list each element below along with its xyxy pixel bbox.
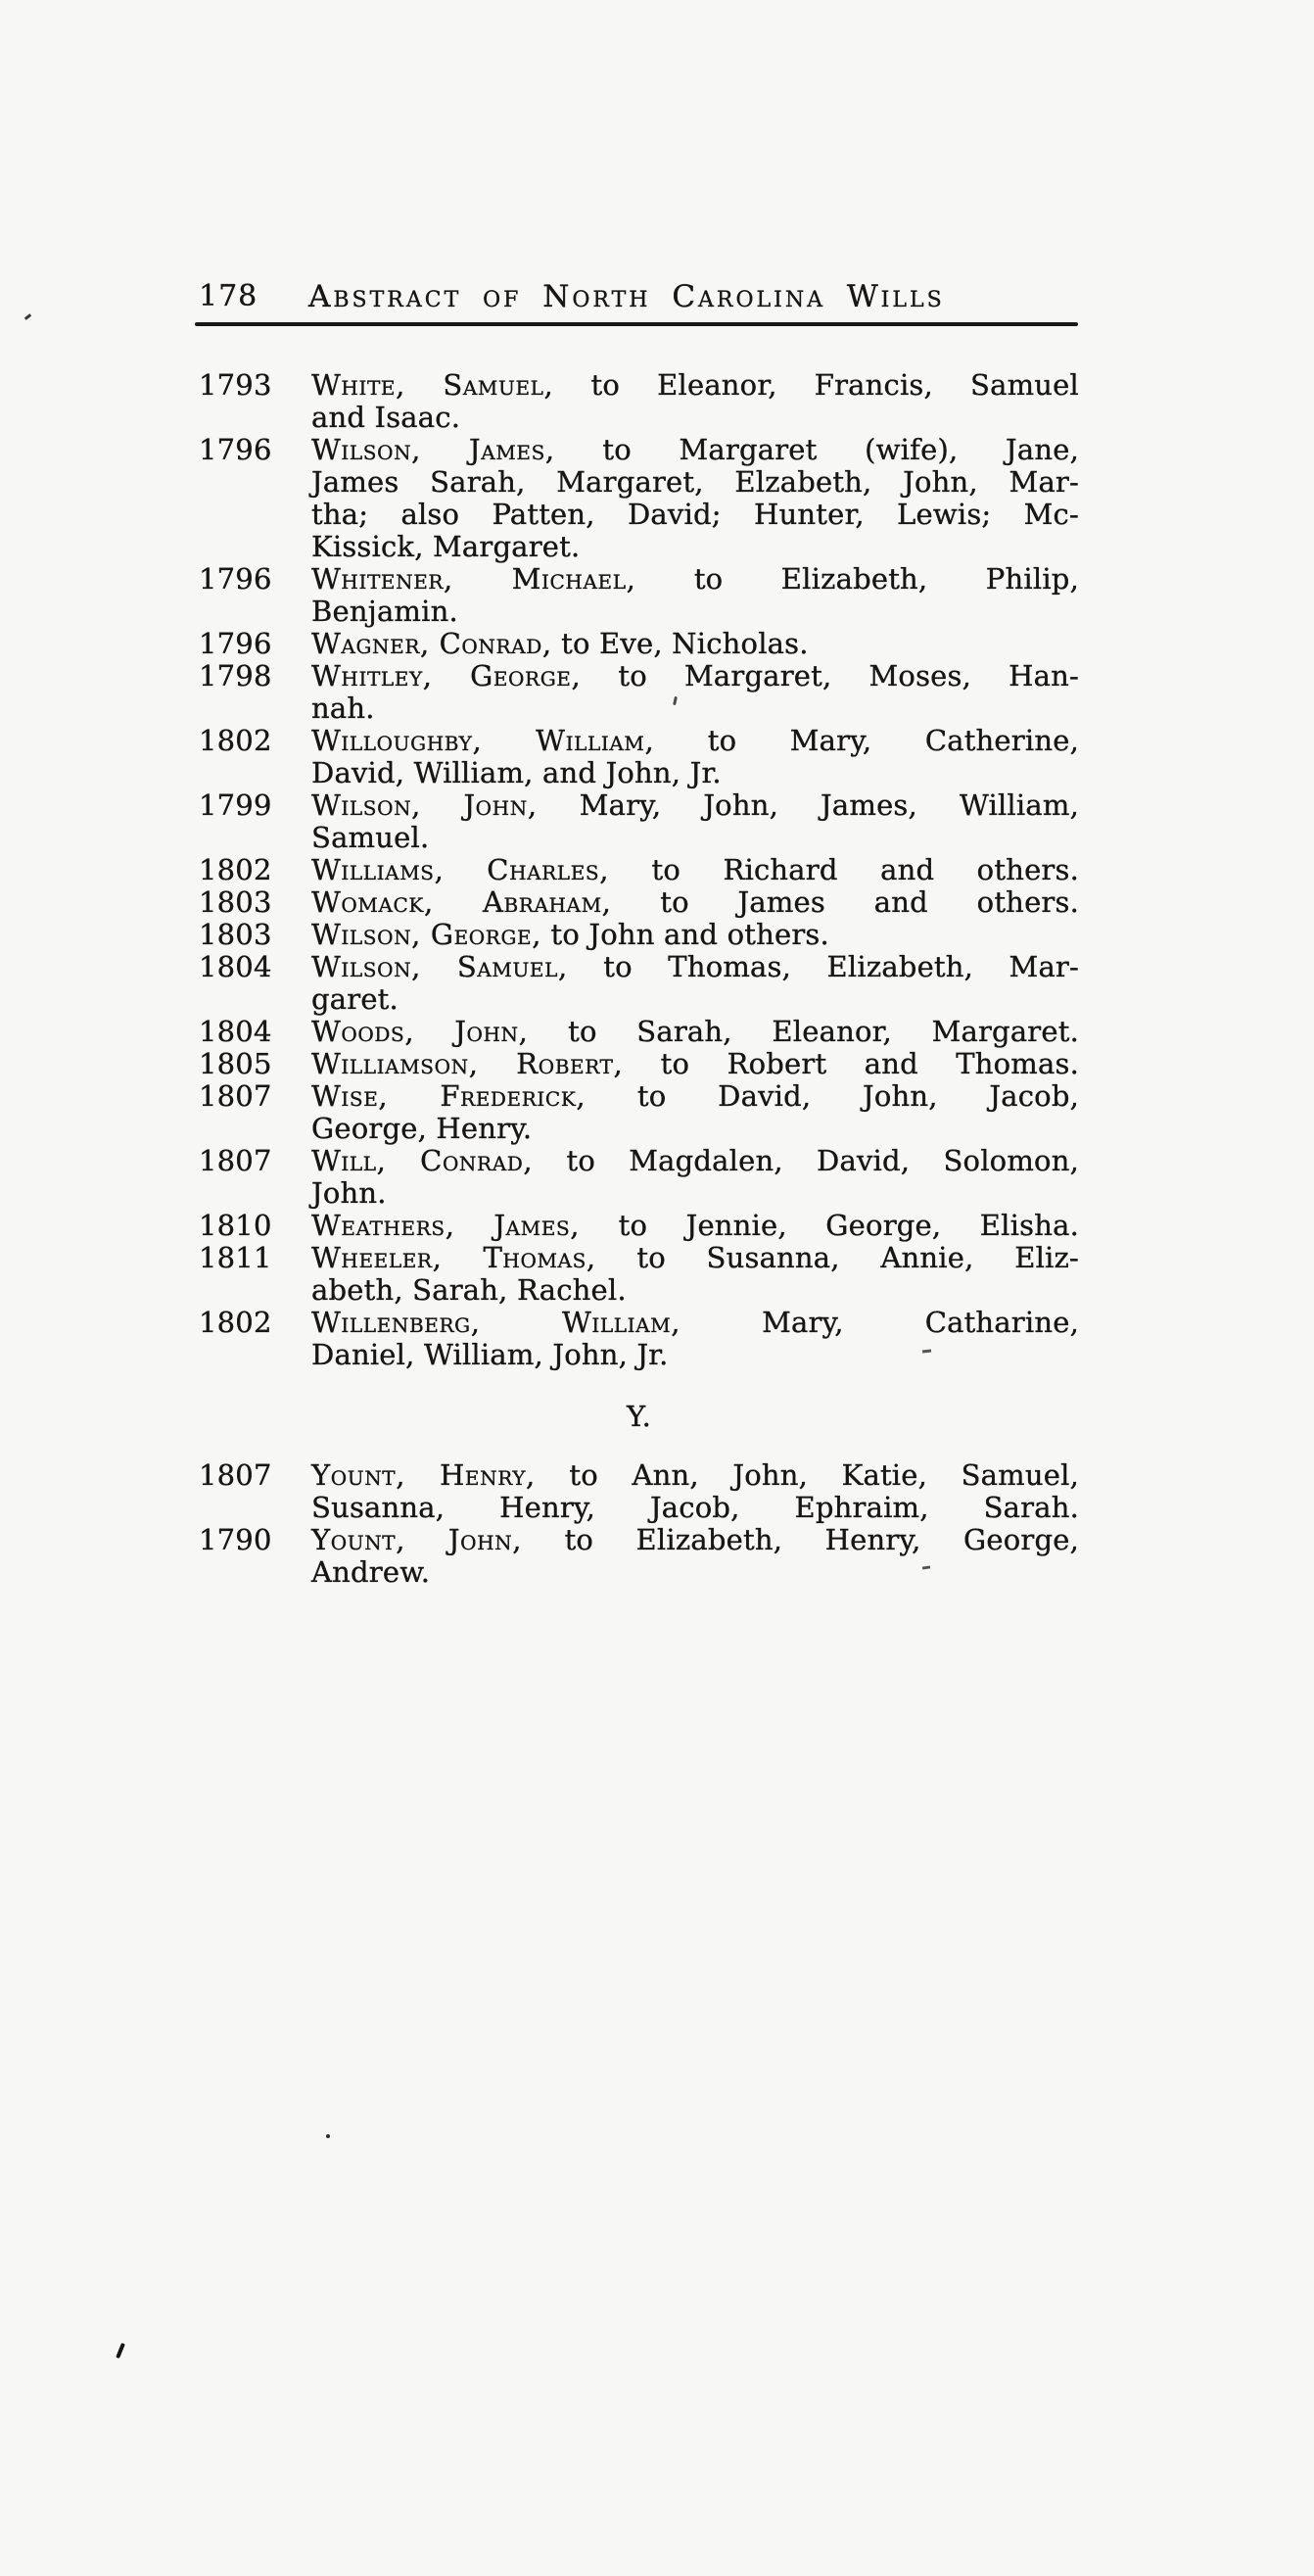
entry-name: Woods, John, (311, 1015, 529, 1048)
entry-line: David, William, and John, Jr. (311, 756, 722, 789)
entry-line: garet. (311, 982, 399, 1016)
entry-lines (311, 1080, 1079, 1145)
entry-line: John. (311, 1176, 387, 1210)
entry-lines (311, 1307, 1079, 1371)
entry-line: Williamson, Robert, to Robert and Thomas. (311, 1047, 1079, 1080)
will-entry (199, 919, 1079, 951)
entry-name: Willenberg, William, (311, 1306, 681, 1339)
entry-line: Will, Conrad, to Magdalen, David, Solomon, (311, 1144, 1079, 1177)
scan-speck (326, 2134, 330, 2138)
entry-year: 1804 (199, 950, 272, 983)
entry-year: 1793 (199, 368, 272, 402)
will-entry (199, 434, 1079, 563)
entry-lines (311, 789, 1079, 854)
entry-year: 1805 (199, 1047, 272, 1080)
entries-list (199, 369, 1079, 1589)
entry-name: Womack, Abraham, (311, 885, 612, 919)
header-rule (195, 322, 1078, 326)
entry-line: tha; also Patten, David; Hunter, Lewis; Mc- (311, 498, 1079, 531)
entry-lines (311, 1145, 1079, 1210)
entry-line: Samuel. (311, 821, 430, 854)
entry-lines (311, 1048, 1079, 1080)
entry-name: Wagner, Conrad, (311, 627, 552, 660)
entry-year: 1802 (199, 724, 272, 757)
entry-line: Williams, Charles, to Richard and others. (311, 853, 1079, 886)
entry-line: Willoughby, William, to Mary, Catherine, (311, 724, 1079, 757)
entry-line: White, Samuel, to Eleanor, Francis, Samuel (311, 368, 1080, 402)
entry-line: Wilson, James, to Margaret (wife), Jane, (311, 433, 1079, 466)
entry-name: Williamson, Robert, (311, 1047, 624, 1080)
will-entry (199, 725, 1079, 789)
entry-lines (311, 1524, 1079, 1589)
entry-lines (311, 919, 1079, 951)
entry-name: Wilson, John, (311, 788, 538, 822)
entry-year: 1803 (199, 918, 272, 951)
entry-name: Will, Conrad, (311, 1144, 534, 1177)
will-entry (199, 563, 1079, 628)
entry-name: Whitener, Michael, (311, 562, 636, 596)
entry-name: Yount, Henry, (311, 1458, 536, 1492)
scan-speck (24, 313, 31, 320)
entry-name: Williams, Charles, (311, 853, 610, 886)
entry-name: Wise, Frederick, (311, 1079, 587, 1113)
entry-name: Wilson, Samuel, (311, 950, 568, 983)
entry-line: abeth, Sarah, Rachel. (311, 1273, 627, 1307)
entry-line: Woods, John, to Sarah, Eleanor, Margaret. (311, 1015, 1079, 1048)
entry-year: 1807 (199, 1144, 272, 1177)
will-entry (199, 1459, 1079, 1524)
will-entry (199, 1145, 1079, 1210)
entry-year: 1790 (199, 1523, 272, 1556)
entry-year: 1803 (199, 885, 272, 919)
entry-year: 1807 (199, 1458, 272, 1492)
will-entry (199, 951, 1079, 1016)
entry-line: Whitley, George, to Margaret, Moses, Han- (311, 659, 1079, 692)
entry-lines (311, 1210, 1079, 1242)
will-entry (199, 789, 1079, 854)
page-number: 178 (199, 279, 258, 313)
entry-year: 1796 (199, 627, 272, 660)
entry-line: Daniel, William, John, Jr. (311, 1338, 669, 1371)
entry-name: White, Samuel, (311, 368, 554, 402)
entry-line: Wilson, Samuel, to Thomas, Elizabeth, Mar- (311, 950, 1079, 983)
entry-lines (311, 1016, 1079, 1048)
will-entry (199, 1210, 1079, 1242)
entry-name: Whitley, George, (311, 659, 582, 692)
section-heading: Y. (626, 1400, 652, 1433)
entry-line: Susanna, Henry, Jacob, Ephraim, Sarah. (311, 1491, 1079, 1524)
entry-line: Yount, John, to Elizabeth, Henry, George, (311, 1523, 1079, 1556)
entry-lines (311, 434, 1079, 563)
entry-lines (311, 369, 1079, 434)
entry-line: Wheeler, Thomas, to Susanna, Annie, Eliz- (311, 1241, 1079, 1274)
entry-year: 1804 (199, 1015, 272, 1048)
entry-line: Andrew. (311, 1555, 431, 1589)
entry-year: 1796 (199, 562, 272, 596)
entry-year: 1811 (199, 1241, 272, 1274)
scan-speck (116, 2343, 125, 2359)
entry-lines (311, 1459, 1079, 1524)
entry-name: Yount, John, (311, 1523, 523, 1556)
entry-line: Wilson, George, to John and others. (311, 918, 829, 951)
entry-lines (311, 951, 1079, 1016)
will-entry (199, 1048, 1079, 1080)
entry-year: 1802 (199, 853, 272, 886)
entry-line: Wilson, John, Mary, John, James, William, (311, 788, 1079, 822)
entry-lines (311, 854, 1079, 886)
entry-line: and Isaac. (311, 401, 461, 434)
entry-name: Weathers, James, (311, 1209, 581, 1242)
entry-line: Benjamin. (311, 595, 458, 628)
entry-line: George, Henry. (311, 1112, 533, 1145)
entry-line: Kissick, Margaret. (311, 530, 581, 563)
entry-line: Yount, Henry, to Ann, John, Katie, Samuel, (311, 1458, 1079, 1492)
will-entry (199, 886, 1079, 919)
entry-lines (311, 1242, 1079, 1307)
entry-name: Wilson, James, (311, 433, 555, 466)
running-title: Abstract of North Carolina Wills (308, 279, 945, 314)
entry-year: 1799 (199, 788, 272, 822)
entry-line: Weathers, James, to Jennie, George, Elisha. (311, 1209, 1079, 1242)
entry-name: Wheeler, Thomas, (311, 1241, 596, 1274)
entry-line: James Sarah, Margaret, Elzabeth, John, Mar- (311, 465, 1079, 499)
entry-year: 1796 (199, 433, 272, 466)
entry-year: 1798 (199, 659, 272, 692)
entry-year: 1807 (199, 1079, 272, 1113)
will-entry (199, 369, 1079, 434)
entry-lines (311, 628, 1079, 660)
entry-lines (311, 725, 1079, 789)
will-entry (199, 1080, 1079, 1145)
entry-line: Willenberg, William, Mary, Catharine, (311, 1306, 1079, 1339)
will-entry (199, 854, 1079, 886)
will-entry (199, 660, 1079, 725)
will-entry (199, 628, 1079, 660)
entry-year: 1802 (199, 1306, 272, 1339)
entry-line: Wagner, Conrad, to Eve, Nicholas. (311, 627, 809, 660)
entry-line: nah. (311, 692, 375, 725)
entry-line: Whitener, Michael, to Elizabeth, Philip, (311, 562, 1079, 596)
will-entry (199, 1524, 1079, 1589)
will-entry (199, 1242, 1079, 1307)
entry-name: Wilson, George, (311, 918, 542, 951)
entry-lines (311, 660, 1079, 725)
entry-line: Womack, Abraham, to James and others. (311, 885, 1079, 919)
entry-line: Wise, Frederick, to David, John, Jacob, (311, 1079, 1079, 1113)
will-entry (199, 1016, 1079, 1048)
entry-year: 1810 (199, 1209, 272, 1242)
entry-name: Willoughby, William, (311, 724, 655, 757)
entry-lines (311, 563, 1079, 628)
entry-lines (311, 886, 1079, 919)
will-entry (199, 1307, 1079, 1371)
